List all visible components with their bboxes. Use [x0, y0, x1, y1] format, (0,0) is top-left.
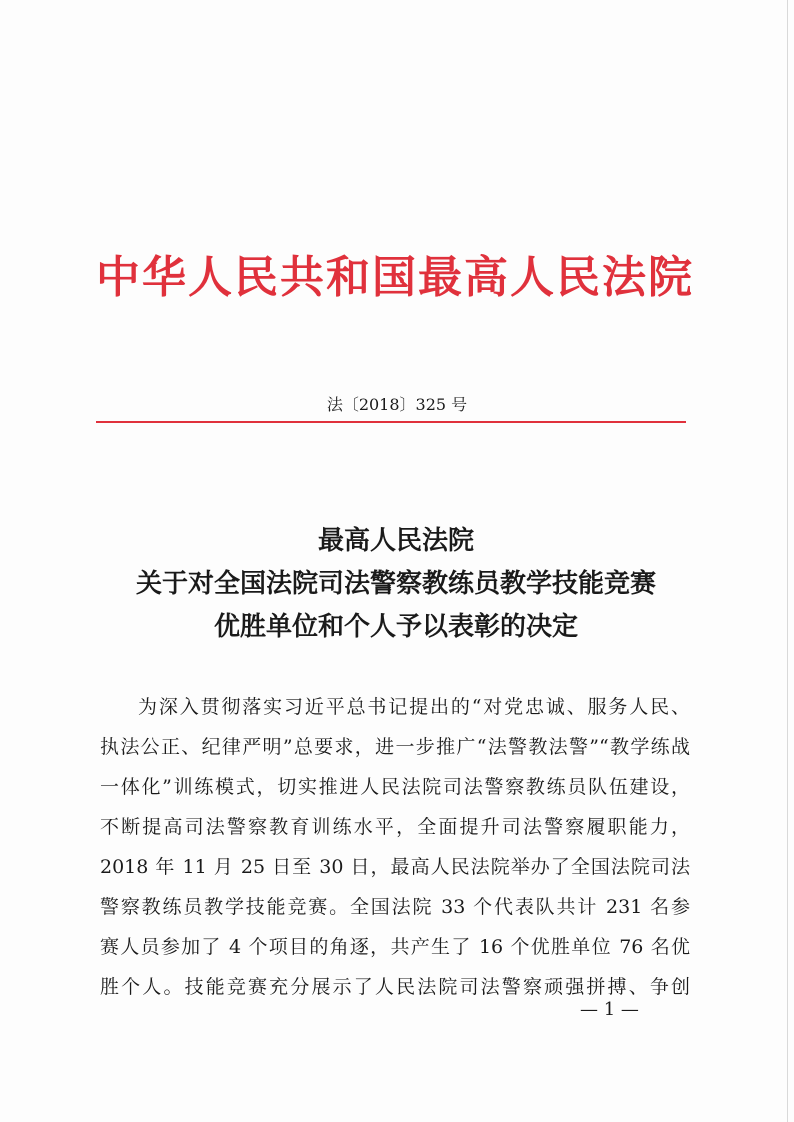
body-line: 胜个人。技能竞赛充分展示了人民法院司法警察顽强拼搏、争创 — [100, 976, 690, 998]
page-number: — 1 — — [580, 999, 639, 1020]
body-line: 2018 年 11 月 25 日至 30 日，最高人民法院举办了全国法院司法 — [100, 856, 690, 878]
title-line: 最高人民法院 — [317, 526, 474, 556]
issuing-organization-title: 中华人民共和国最高人民法院 — [96, 252, 694, 303]
title-line: 关于对全国法院司法警察教练员教学技能竞赛 — [135, 569, 656, 599]
document-number: 法〔2018〕325 号 — [326, 395, 468, 414]
body-line: 警察教练员教学技能竞赛。全国法院 33 个代表队共计 231 名参 — [100, 896, 690, 918]
body-text — [100, 687, 690, 1007]
red-separator-line — [96, 421, 686, 423]
body-line: 为深入贯彻落实习近平总书记提出的“对党忠诚、服务人民、 — [138, 696, 690, 718]
page-edge-line — [787, 0, 788, 1122]
body-line: 一体化”训练模式，切实推进人民法院司法警察教练员队伍建设， — [100, 776, 690, 798]
body-line: 赛人员参加了 4 个项目的角逐，共产生了 16 个优胜单位 76 名优 — [100, 936, 690, 958]
title-line: 优胜单位和个人予以表彰的决定 — [213, 612, 578, 642]
body-line: 执法公正、纪律严明”总要求，进一步推广“法警教法警”“教学练战 — [100, 736, 690, 758]
document-title — [96, 520, 696, 649]
body-line: 不断提高司法警察教育训练水平，全面提升司法警察履职能力， — [100, 816, 690, 838]
